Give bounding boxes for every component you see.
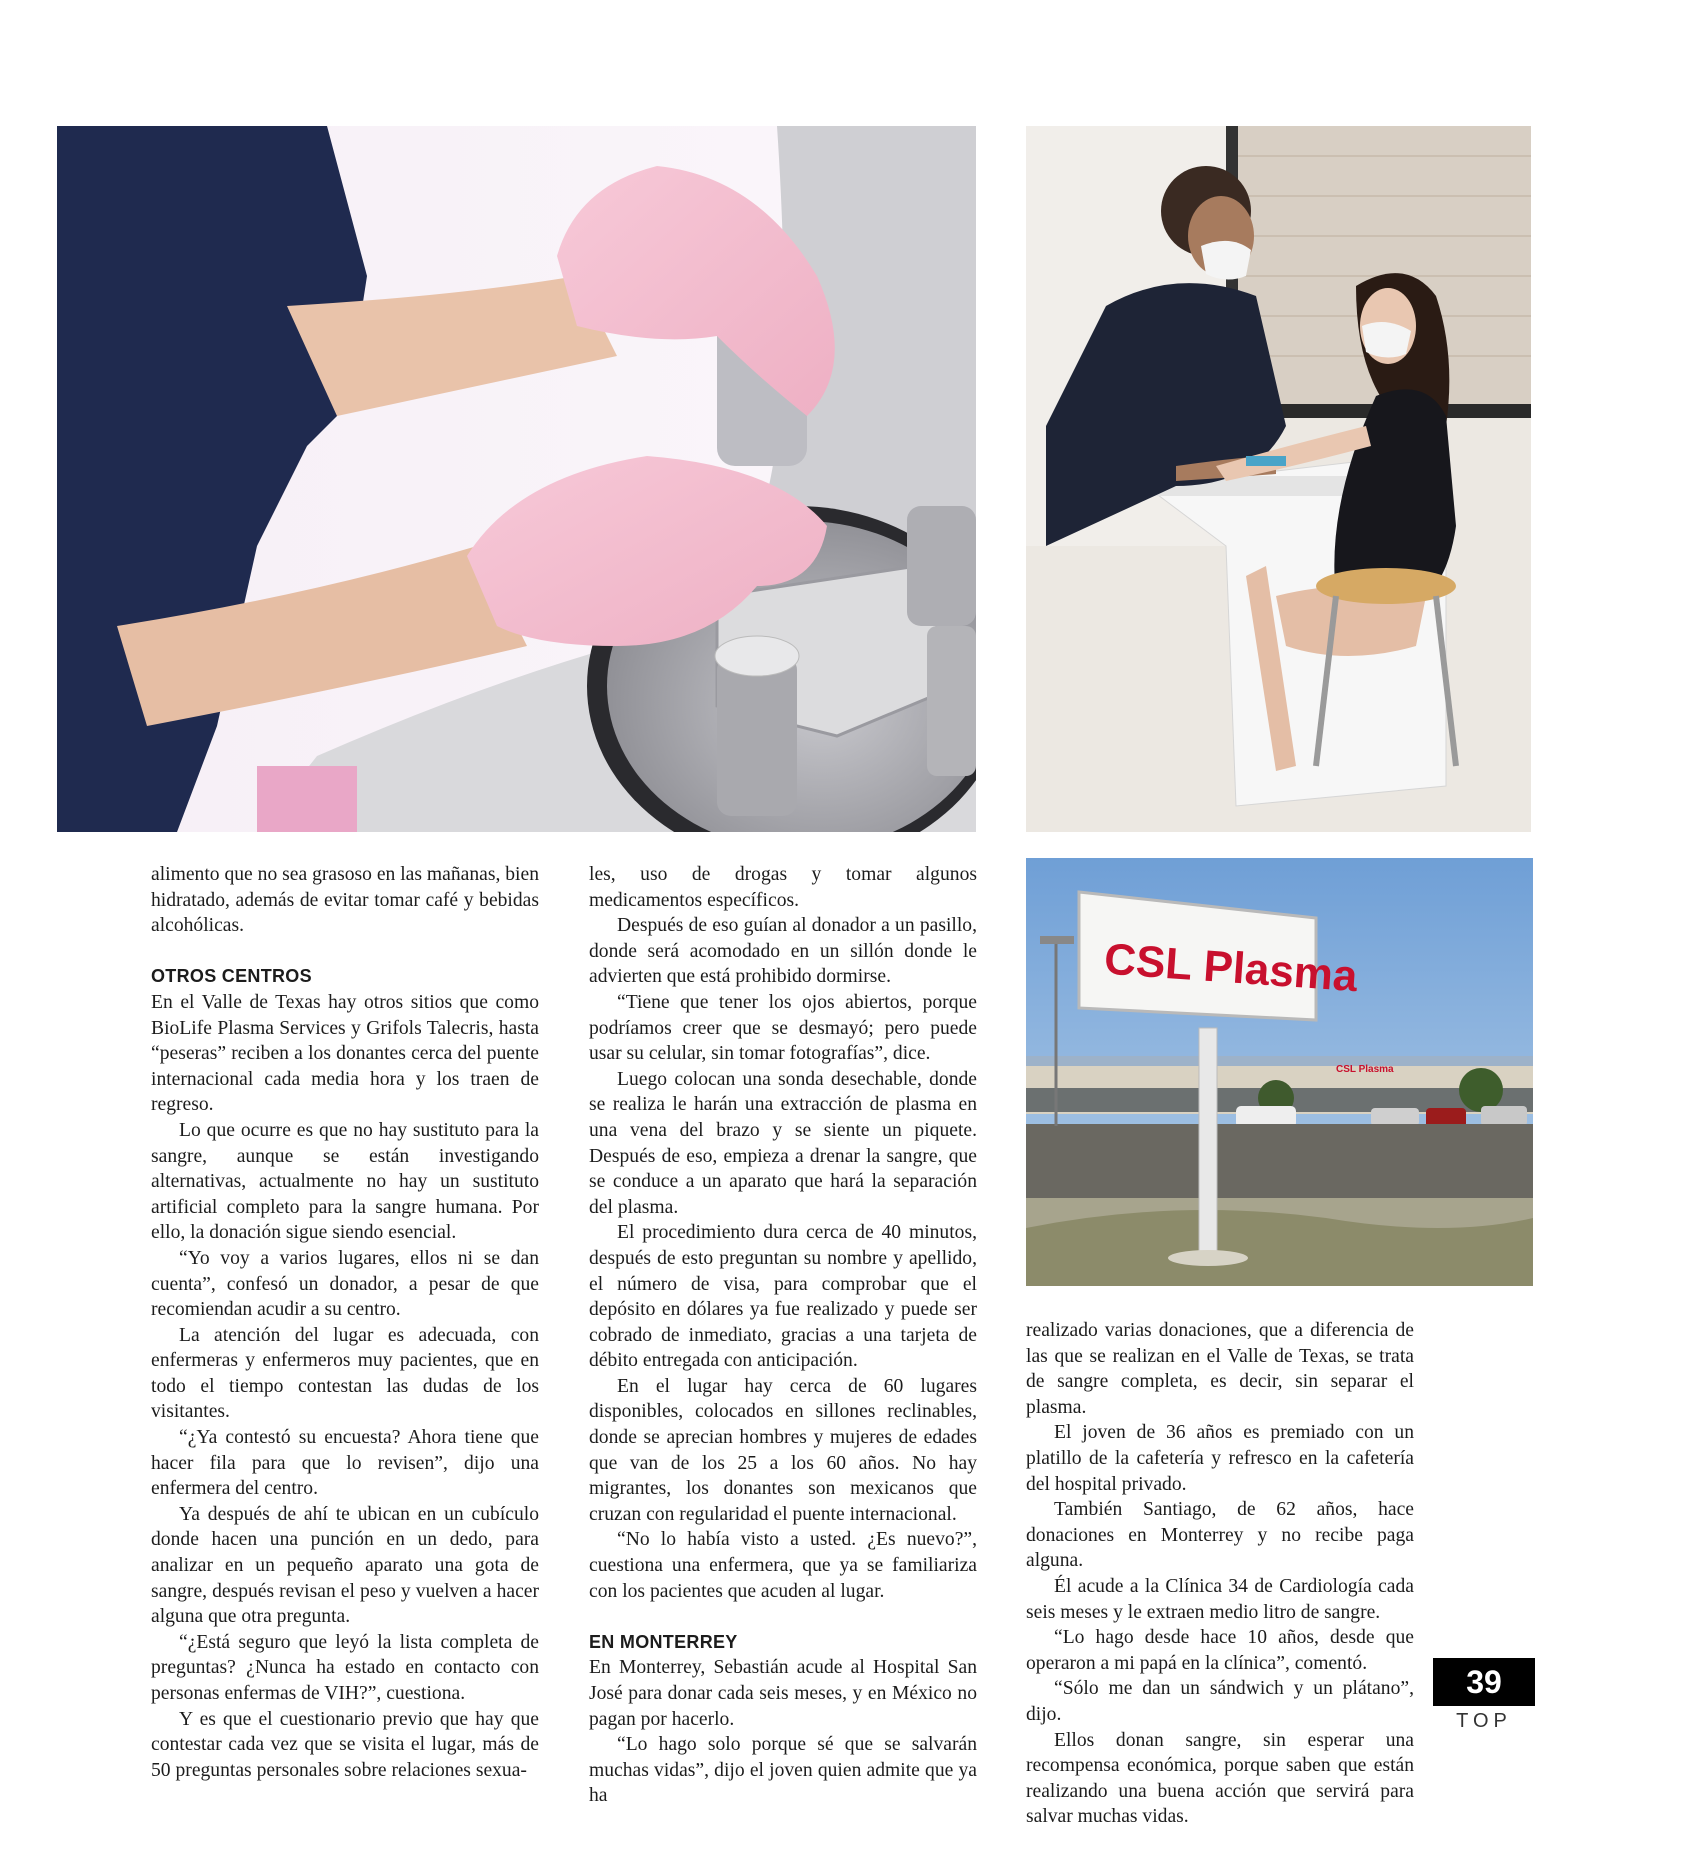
article-paragraph: realizado varias donaciones, que a diferencia de las que se realizan en el Valle de Texas, se trata de sangre completa, es decir, sin separar el plasma. — [1026, 1320, 1414, 1418]
article-paragraph: “Lo hago solo porque sé que se salvarán muchas vidas”, dijo el joven quien admite que ya ha — [589, 1734, 977, 1807]
article-paragraph: Ya después de ahí te ubican en un cubículo donde hacen una punción en un dedo, para analizar en un pequeño aparato una gota de sangre, después revisan el peso y vuelven a hacer alguna que otra pregunta. — [151, 1503, 539, 1628]
csl-plasma-sign-photo — [1026, 858, 1533, 1286]
article-paragraph: “¿Ya contestó su encuesta? Ahora tiene que hacer fila para que lo revisen”, dijo una enfermera del centro. — [151, 1427, 539, 1500]
article-paragraph: “Yo voy a varios lugares, ellos ni se dan cuenta”, confesó un donador, a pesar de que recomiendan acudir a su centro. — [151, 1247, 539, 1321]
article-paragraph: En Monterrey, Sebastián acude al Hospital San José para donar cada seis meses, y en México no pagan por hacerlo. — [589, 1657, 977, 1730]
section-heading: EN MONTERREY — [589, 1631, 738, 1652]
article-paragraph: El procedimiento dura cerca de 40 minutos, después de esto preguntan su nombre y apellido, el número de visa, para comprobar que el depósito en dólares ya fue realizado y puede ser cobrado de inmediato, gracias a una tarjeta de débito entregada con anticipación. — [589, 1222, 977, 1372]
article-paragraph: “Sólo me dan un sándwich y un plátano”, dijo. — [1026, 1678, 1414, 1725]
blood-draw-photo — [1026, 126, 1531, 832]
article-paragraph: “¿Está seguro que leyó la lista completa de preguntas? ¿Nunca ha estado en contacto con personas enfermas de VIH?”, cuestiona. — [151, 1631, 539, 1704]
article-paragraph: En el lugar hay cerca de 60 lugares disponibles, colocados en sillones reclinables, donde se aprecian hombres y mujeres de edades que van de los 25 a los 60 años. No hay migrantes, los donantes son mexicanos que cruzan con regularidad el puente internacional. — [589, 1375, 977, 1525]
section-heading: OTROS CENTROS — [151, 966, 312, 987]
article-paragraph: Después de eso guían al donador a un pasillo, donde será acomodado en un sillón donde le advierten que está prohibido dormirse. — [589, 915, 977, 988]
article-paragraph: En el Valle de Texas hay otros sitios que como BioLife Plasma Services y Grifols Talecris, hasta “peseras” reciben a los donantes cerca del puente internacional cada media hora y los traen de regreso. — [151, 991, 539, 1116]
building-sign-text: CSL Plasma — [1336, 1064, 1394, 1075]
article-paragraph: El joven de 36 años es premiado con un platillo de la cafetería y refresco en la cafetería del hospital privado. — [1026, 1422, 1414, 1495]
article-paragraph: Luego colocan una sonda desechable, donde se realiza le harán una extracción de plasma en una vena del brazo y se siente un piquete. Después de eso, empieza a drenar la sangre, que se conduce a un aparato que hará la separación del plasma. — [589, 1068, 977, 1218]
article-paragraph: alimento que no sea grasoso en las mañanas, bien hidratado, además de evitar tomar café y bebidas alcohólicas. — [151, 864, 539, 937]
article-column-3 — [1026, 1318, 1414, 1830]
article-paragraph: Él acude a la Clínica 34 de Cardiología cada seis meses y le extraen medio litro de sangre. — [1026, 1575, 1414, 1623]
article-paragraph: “Tiene que tener los ojos abiertos, porque podríamos creer que se desmayó; pero puede usar su celular, sin tomar fotografías”, dice. — [589, 991, 977, 1065]
article-paragraph: “No lo había visto a usted. ¿Es nuevo?”, cuestiona una enfermera, que ya se familiariza con los pacientes que acuden al lugar. — [589, 1529, 977, 1602]
article-paragraph: Ellos donan sangre, sin esperar una recompensa económica, porque saben que están realizando una buena acción que servirá para salvar muchas vidas. — [1026, 1729, 1414, 1828]
article-column-1 — [151, 862, 539, 1783]
article-paragraph: También Santiago, de 62 años, hace donaciones en Monterrey y no recibe paga alguna. — [1026, 1499, 1414, 1572]
article-paragraph: La atención del lugar es adecuada, con enfermeras y enfermeros muy pacientes, que en todo el tiempo contestan las dudas de los visitantes. — [151, 1324, 539, 1423]
article-paragraph: Lo que ocurre es que no hay sustituto para la sangre, aunque se están investigando alternativas, actualmente no hay un sustituto artificial completo para la sangre humana. Por ello, la donación sigue siendo esencial. — [151, 1119, 539, 1244]
article-paragraph: Y es que el cuestionario previo que hay que contestar cada vez que se visita el lugar, más de 50 preguntas personales sobre relaciones sexua- — [151, 1708, 539, 1781]
page-number: 39 — [1433, 1658, 1535, 1706]
magazine-name: TOP — [1456, 1710, 1512, 1732]
article-paragraph: les, uso de drogas y tomar algunos medicamentos específicos. — [589, 864, 977, 911]
paragraph-spacer — [151, 939, 539, 965]
centrifuge-photo — [57, 126, 976, 832]
paragraph-spacer — [589, 1604, 977, 1630]
article-column-2 — [589, 862, 977, 1809]
article-paragraph: “Lo hago desde hace 10 años, desde que operaron a mi papá en la clínica”, comentó. — [1026, 1627, 1414, 1674]
csl-plasma-sign-text: CSL Plasma — [1102, 934, 1360, 1002]
